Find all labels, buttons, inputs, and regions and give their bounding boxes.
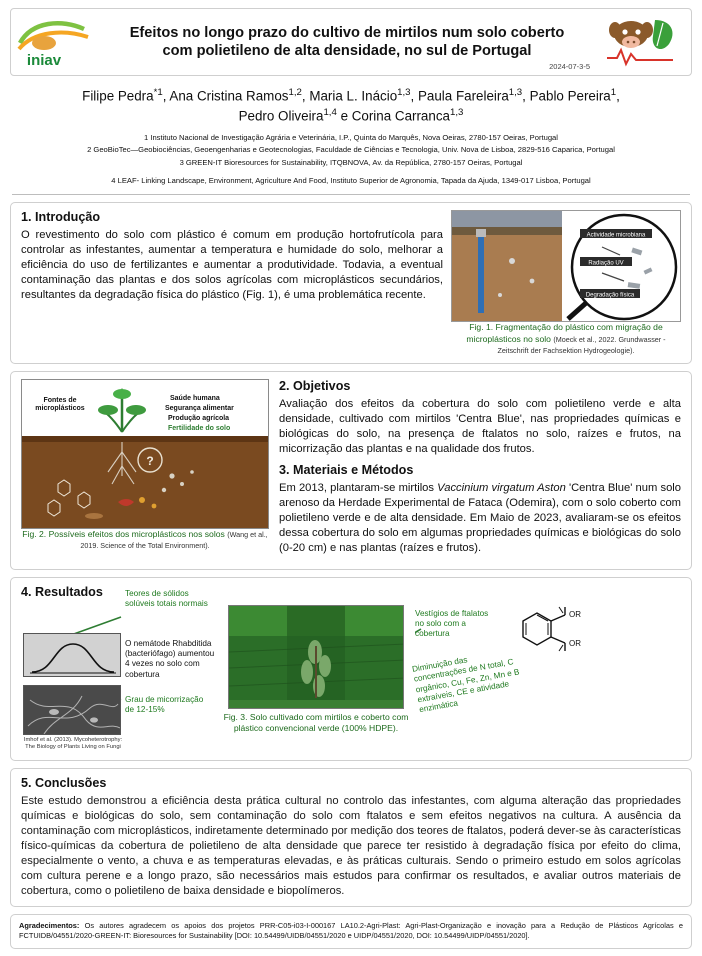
iniav-logo-icon <box>14 13 100 71</box>
title-line-1: Efeitos no longo prazo do cultivo de mirtilos num solo coberto <box>129 24 565 41</box>
svg-text:microplásticos: microplásticos <box>35 404 85 412</box>
results-right-column <box>411 603 681 753</box>
methods-heading: 3. Materiais e Métodos <box>279 462 414 477</box>
figure-2-image <box>21 379 269 529</box>
poster-title <box>103 9 591 75</box>
annotation-nematode: O nemátode Rhabditida (bacteriófago) aumentou 4 vezes no solo com cobertura <box>125 638 215 679</box>
bell-curve-chart-icon <box>24 634 121 677</box>
figure-3-caption: Fig. 3. Solo cultivado com mirtilos e coberto com plástico convencional verde (100% HDPE). <box>223 711 409 734</box>
figure-1-image <box>451 210 681 322</box>
mycorrhiza-micrograph <box>23 685 121 735</box>
author-names-line-1: Filipe Pedra$^{*1}$, Ana Cristina Ramos$^{1,2}$, Maria L. Inácio$^{1,3}$, Paula Fareleira$^{1,3}$, Pablo Pereira$^1$, <box>82 87 620 104</box>
annotation-decrease: Diminuição das concentrações de N total, C orgânico, Cu, Fe, Zn, Mn e B extraíveis, CE e atividade enzimática <box>411 655 521 715</box>
svg-text:Saúde humana: Saúde humana <box>170 394 220 402</box>
affiliation-2: 2 GeoBioTec—Geobiociências, Geoengenharias e Geotecnologias, Faculdade de Ciências e Tecnologia, Univ. Nova de Lisboa, 2829-516 Caparica, Portugal <box>87 145 615 155</box>
title-line-2: com polietileno de alta densidade, no sul de Portugal <box>162 43 532 59</box>
figure-1-caption <box>451 322 681 356</box>
affiliation-1: 1 Instituto Nacional de Investigação Agrária e Veterinária, I.P., Quinta do Marquês, Nova Oeiras, 2780-157 Oeiras, Portugal <box>144 132 558 142</box>
objectives-text: Avaliação dos efeitos da cobertura do solo com polietileno verde e alta densidade, cultivado com mirtilos 'Centra Blue', nas propriedades químicas e biológicas do solo, na presença de ftalatos no solo, raízes e frutos, na micorrização das plantas e na qualidade dos frutos. <box>279 397 681 455</box>
microscopy-image-icon <box>24 686 121 735</box>
author-names-line-2: Pedro Oliveira$^{1,4}$ e Corina Carranca$^{1,3}$ <box>238 106 464 124</box>
section-conclusoes <box>10 768 692 907</box>
microplastics-effects-diagram-icon <box>22 380 269 529</box>
plastic-fragmentation-diagram-icon <box>452 211 681 322</box>
figure-1-source: (Moeck et al., 2022. Grundwasser - Zeitschrift der Fachsektion Hydrogeologie). <box>497 334 666 355</box>
figure-1 <box>451 210 681 356</box>
section-objetivos-metodos <box>10 371 692 570</box>
cow-leaf-icon <box>593 14 689 70</box>
svg-text:iniav: iniav <box>26 52 62 69</box>
svg-text:Segurança alimentar: Segurança alimentar <box>165 404 234 412</box>
svg-text:Degradação física: Degradação física <box>585 292 635 299</box>
figure-2 <box>21 379 269 562</box>
figure-3 <box>223 603 409 734</box>
svg-text:Produção agrícola: Produção agrícola <box>168 414 230 422</box>
acknowledgements-text: Os autores agradecem os apoios dos projetos PRR-C05-i03-I-000167 LA10.2-Agri-Plast: Agri-Plast-Organização e inovação para a Redução de Plásticos Agrícolas e FCTUIDB/04551/2020-GREEN-IT: Bioresources for Sustainability [DOI: 10.54499/UIDB/04551/2020 e UIDP/04551/2020, DOI: 10.54499/UIDP/04551/2020]. <box>19 920 683 941</box>
annotation-mycorrhization: Grau de micorrização de 12-15% <box>125 694 204 715</box>
annotation-solids: Teores de sólidos solúveis totais normais <box>125 588 208 609</box>
section-resultados <box>10 577 692 761</box>
objectives-heading: 2. Objetivos <box>279 378 351 393</box>
conclusions-heading: 5. Conclusões <box>21 775 107 790</box>
field-photo-icon <box>229 606 404 709</box>
micrograph-credit: Imhof et al. (2013). Mycoheterotrophy: The Biology of Plants Living on Fungi <box>23 736 123 751</box>
conclusions-text: Este estudo demonstrou a eficiência desta prática cultural no controlo das infestantes, com alguma alteração das propriedades químicas e biológicas do solo, sem contaminação do solo com ftalatos e sem efeitos negativos na cultura. A ausência da contaminação com microplásticos, indiretamente determinado por medição dos teores de ftalatos, poderá dever-se às características físico-químicas da cobertura de polietileno de alta densidade que parece ter resistido à degradação física por efeito do clima, especialmente o vento, a chuva e as temperaturas elevadas, e às práticas culturais. Sendo o primeiro estudo em solos agrícolas com cultura perene e a longo prazo, são necessários mais estudos para confirmar os resultados, e avaliar outros materiais de cobertura, como o polietileno de baixa densidade e biopolímeros. <box>21 794 681 897</box>
figure-3-image <box>228 605 404 709</box>
institution-logo <box>11 9 103 75</box>
section-introducao <box>10 202 692 364</box>
methods-text <box>279 481 681 556</box>
methods-text-b: 'Centra Blue' num solo arenoso da Herdade Experimental de Fataca (Odemira), com o solo coberto com polietileno verde e de alta densidade. Em Maio de 2023, avaliaram-se os efeitos dessa cobertura do solo em algumas propriedades químicas e biológicas do solo (0-20 cm) e nas plantas (raízes e frutos). <box>279 481 681 554</box>
date-stamp: 2024-07-3-5 <box>549 62 590 71</box>
figure-1-caption-text: Fig. 1. Fragmentação do plástico com migração de microplásticos no solo <box>466 322 663 344</box>
svg-text:Fertilidade do solo: Fertilidade do solo <box>168 424 231 432</box>
svg-text:Actividade microbiana: Actividade microbiana <box>586 232 646 239</box>
figure-2-caption-text: Fig. 2. Possíveis efeitos dos microplásticos nos solos <box>22 528 225 539</box>
header-divider <box>12 194 690 195</box>
acknowledgements <box>10 914 692 949</box>
figure-2-caption <box>21 529 269 551</box>
svg-text:?: ? <box>146 453 154 468</box>
intro-text: O revestimento do solo com plástico é comum em produção hortofrutícola para controlar as infestantes, aumentar a temperatura e humidade do solo, melhorar a eficiência do uso de fertilizantes e aumentar a produtividade. Todavia, a eventual contaminação das plantas e dos solos agrícolas com microplásticos secundários, resultantes da degradação física do plástico (Fig. 1), é uma problemática recente. <box>21 229 443 302</box>
svg-text:Radiação UV: Radiação UV <box>588 260 624 267</box>
results-heading: 4. Resultados <box>21 584 103 599</box>
svg-text:Fontes de: Fontes de <box>43 396 77 404</box>
svg-text:OR: OR <box>569 609 581 619</box>
methods-text-a: Em 2013, plantaram-se mirtilos <box>279 481 438 494</box>
annotation-phthalates: Vestígios de ftalatos no solo com a cobertura <box>415 608 489 639</box>
affiliation-4: 4 LEAF- Linking Landscape, Environment, Agriculture And Food, Instituto Superior de Agronomia, Tapada da Ajuda, 1349-017 Lisboa, Portugal <box>111 175 591 185</box>
affiliations <box>24 132 678 187</box>
acknowledgements-label: Agradecimentos: <box>19 920 80 930</box>
affiliation-3: 3 GREEN-IT Bioresources for Sustainability, ITQBNOVA, Av. da República, 2780-157 Oeiras, Portugal <box>179 157 523 167</box>
intro-heading: 1. Introdução <box>21 210 101 225</box>
authors-block <box>10 86 692 186</box>
conference-logo <box>591 9 691 75</box>
figure-2-source: (Wang et al., 2019. Science of the Total Environment). <box>80 529 268 551</box>
solids-chart-thumbnail <box>23 633 121 677</box>
svg-text:OR: OR <box>569 638 581 648</box>
methods-species: Vaccinium virgatum Aston <box>437 481 566 494</box>
